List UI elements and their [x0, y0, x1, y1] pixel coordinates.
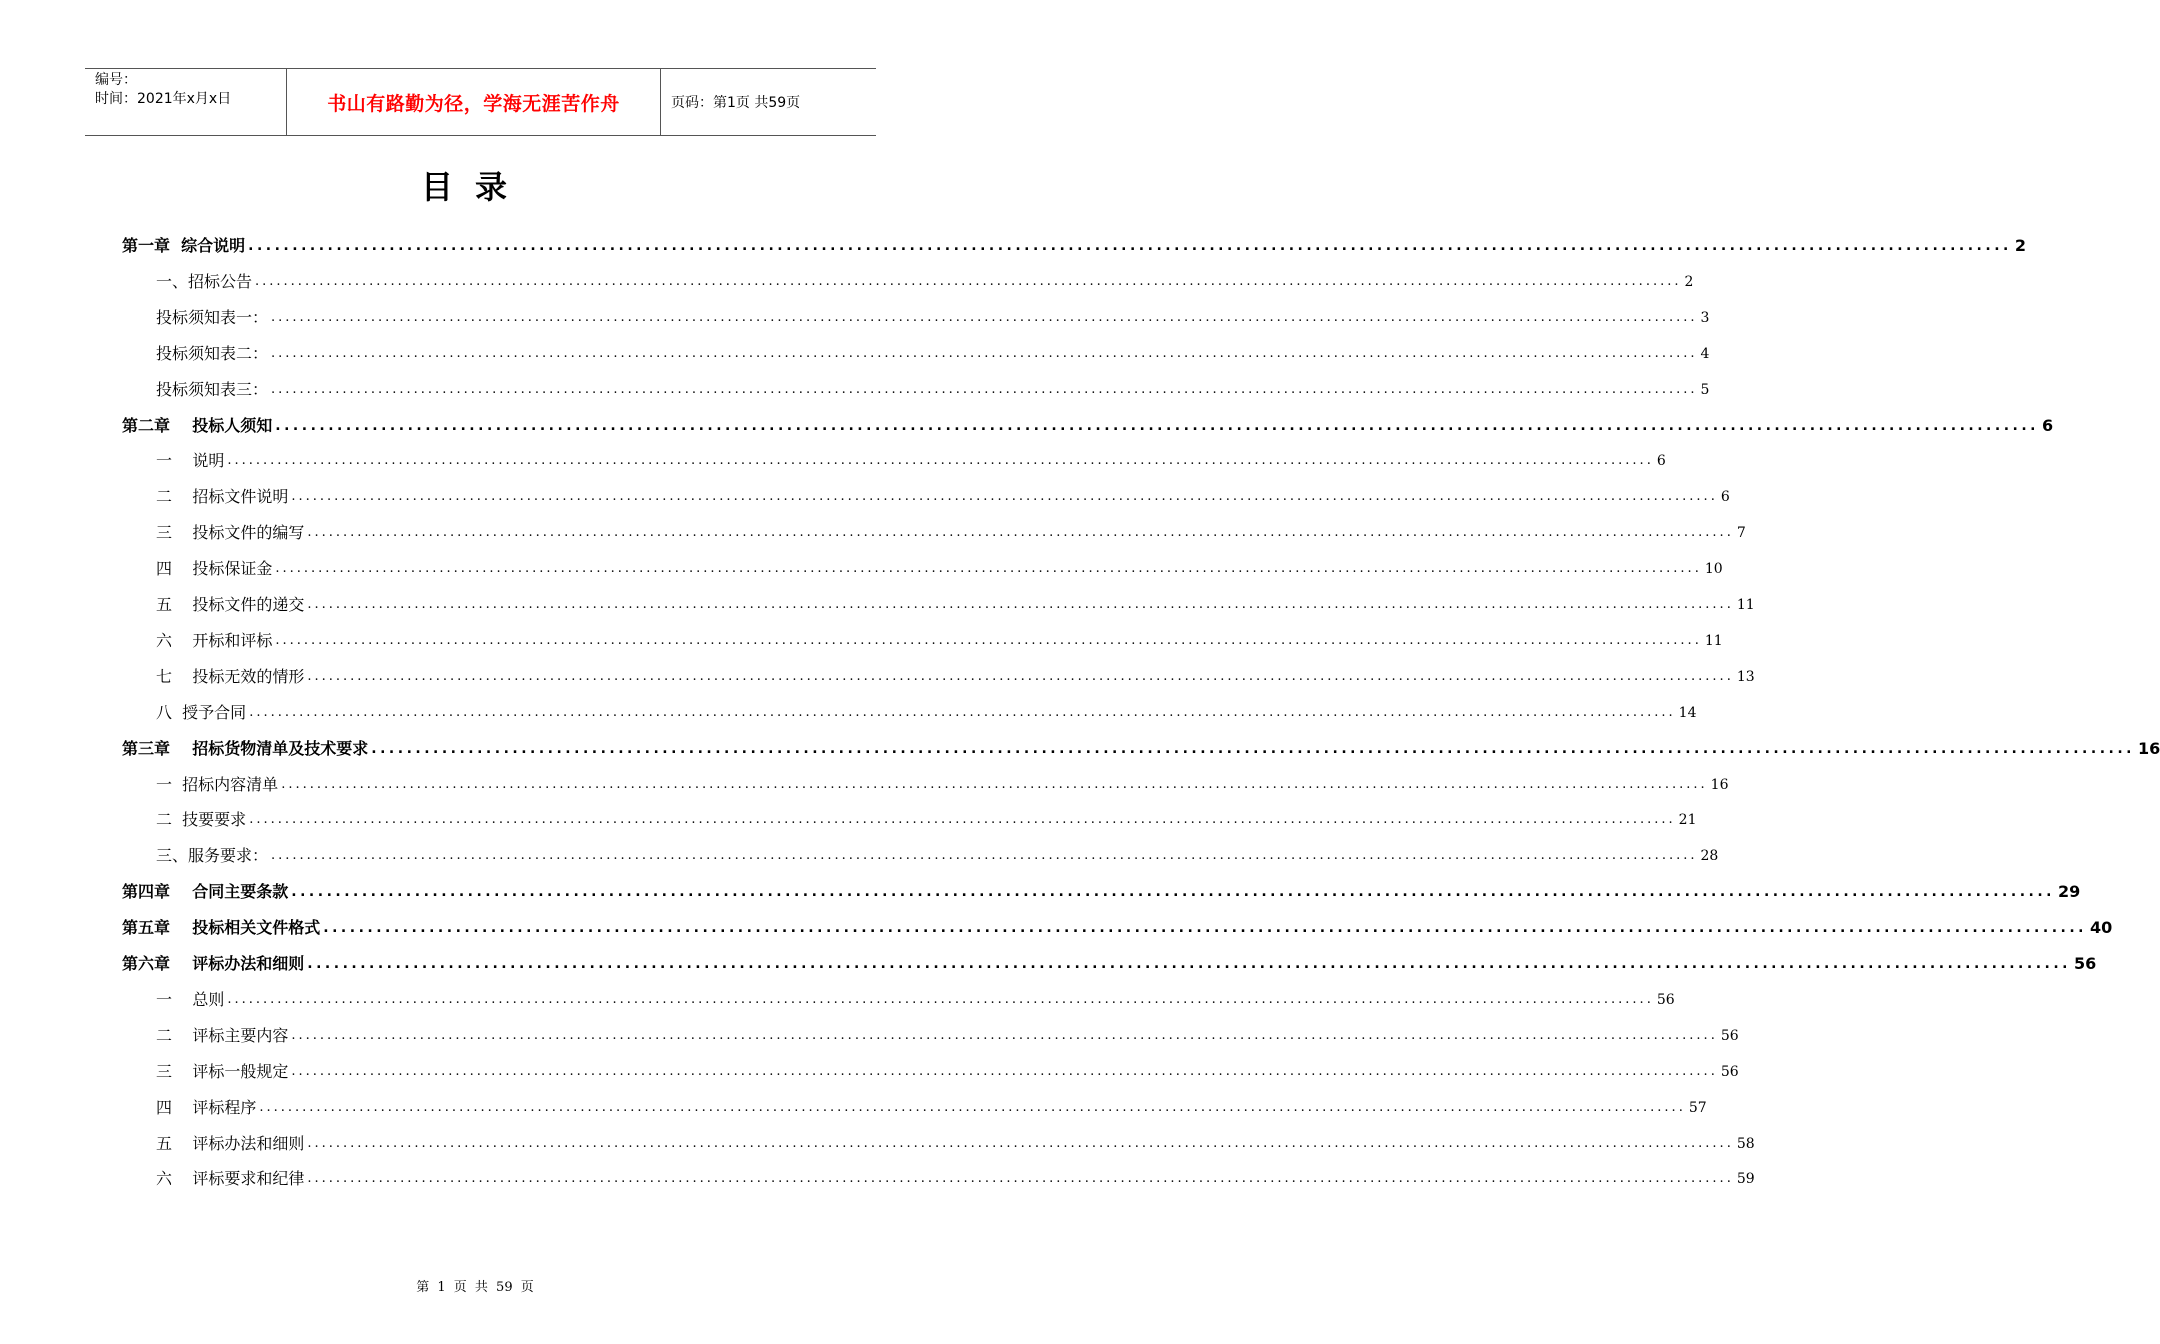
- toc-section-entry[interactable]: [156, 1130, 1755, 1154]
- toc-entry-page: 7: [1736, 525, 1746, 542]
- toc-entry-page: 16: [1710, 776, 1729, 793]
- toc-chapter-entry[interactable]: [122, 914, 2113, 938]
- toc-section-entry[interactable]: [156, 663, 1755, 687]
- document-number: 编号：: [95, 72, 137, 88]
- toc-entry-page: 5: [1700, 381, 1710, 398]
- toc-dot-leader: ........................................................................................................................................................................................................: [307, 1171, 1734, 1187]
- header-info-cell: [85, 69, 287, 135]
- toc-dot-leader: ........................................................................................................................................................................................................: [291, 1027, 1718, 1043]
- toc-section-entry[interactable]: [156, 340, 1710, 364]
- toc-dot-leader: ........................................................................................................................................................................................................: [281, 776, 1708, 792]
- toc-entry-label: 五 投标文件的递交: [156, 595, 305, 614]
- toc-entry-label: 一 总则: [156, 989, 225, 1009]
- toc-entry-label: 第四章 合同主要条款: [122, 882, 289, 902]
- toc-section-entry[interactable]: [156, 376, 1710, 400]
- toc-entry-label: 二 技要要求: [156, 810, 247, 830]
- toc-entry-page: 2: [1684, 273, 1694, 290]
- toc-section-entry[interactable]: [156, 483, 1730, 507]
- toc-entry-label: 投标须知表二：: [156, 343, 269, 363]
- toc-entry-page: 2: [2014, 236, 2026, 255]
- page-title: 目录: [420, 168, 529, 206]
- toc-section-entry[interactable]: [156, 1165, 1755, 1189]
- header-page-info: 页码：第1页 共59页: [671, 95, 801, 111]
- toc-entry-label: 二 评标主要内容: [156, 1025, 289, 1045]
- toc-entry-label: 第五章 投标相关文件格式: [122, 918, 321, 938]
- toc-dot-leader: ........................................................................................................................................................................................................: [323, 920, 2087, 937]
- toc-section-entry[interactable]: [156, 806, 1697, 830]
- toc-entry-page: 29: [2057, 882, 2081, 902]
- toc-dot-leader: ........................................................................................................................................................................................................: [227, 991, 1654, 1007]
- toc-dot-leader: ........................................................................................................................................................................................................: [259, 1099, 1686, 1115]
- toc-dot-leader: ........................................................................................................................................................................................................: [291, 1063, 1718, 1079]
- toc-entry-label: 四 评标程序: [156, 1097, 257, 1117]
- toc-entry-page: 10: [1704, 561, 1723, 578]
- toc-entry-page: 28: [1700, 848, 1719, 865]
- toc-entry-page: 6: [2041, 415, 2054, 435]
- toc-entry-label: 第六章 评标办法和细则: [122, 954, 305, 973]
- toc-dot-leader: ........................................................................................................................................................................................................: [307, 525, 1734, 541]
- toc-entry-page: 40: [2089, 918, 2113, 938]
- toc-entry-label: 八 授予合同: [156, 702, 247, 722]
- toc-section-entry[interactable]: [156, 591, 1755, 615]
- toc-dot-leader: ........................................................................................................................................................................................................: [248, 238, 2012, 254]
- toc-section-entry[interactable]: [156, 447, 1666, 471]
- toc-entry-label: 投标须知表三：: [156, 379, 269, 399]
- toc-entry-page: 6: [1720, 489, 1730, 506]
- toc-entry-page: 16: [2137, 738, 2160, 758]
- toc-dot-leader: ........................................................................................................................................................................................................: [307, 668, 1734, 684]
- toc-chapter-entry[interactable]: [122, 950, 2097, 974]
- toc-chapter-entry[interactable]: [122, 232, 2026, 256]
- toc-section-entry[interactable]: [156, 555, 1723, 579]
- toc-section-entry[interactable]: [156, 1022, 1739, 1046]
- toc-dot-leader: ........................................................................................................................................................................................................: [227, 453, 1654, 469]
- toc-chapter-entry[interactable]: [122, 412, 2054, 436]
- toc-section-entry[interactable]: [156, 986, 1675, 1010]
- toc-dot-leader: ........................................................................................................................................................................................................: [271, 848, 1698, 864]
- toc-dot-leader: ........................................................................................................................................................................................................: [249, 812, 1676, 828]
- toc-dot-leader: ........................................................................................................................................................................................................: [275, 632, 1702, 648]
- toc-section-entry[interactable]: [156, 771, 1729, 795]
- toc-section-entry[interactable]: [156, 627, 1723, 651]
- toc-entry-label: 一 招标内容清单: [156, 774, 279, 794]
- toc-entry-page: 11: [1736, 597, 1755, 613]
- toc-dot-leader: ........................................................................................................................................................................................................: [271, 309, 1698, 325]
- toc-entry-label: 四 投标保证金: [156, 559, 273, 579]
- toc-section-entry[interactable]: [156, 268, 1694, 292]
- toc-chapter-entry[interactable]: [122, 735, 2160, 759]
- toc-entry-label: 一、招标公告: [156, 271, 253, 291]
- toc-entry-page: 13: [1736, 668, 1755, 685]
- toc-entry-page: 58: [1736, 1135, 1755, 1152]
- toc-dot-leader: ........................................................................................................................................................................................................: [291, 489, 1718, 505]
- toc-entry-page: 56: [2073, 954, 2097, 973]
- toc-section-entry[interactable]: [156, 842, 1719, 866]
- toc-entry-label: 第一章 综合说明: [122, 236, 246, 255]
- toc-entry-label: 六 评标要求和纪律: [156, 1169, 305, 1189]
- header-table: [85, 68, 876, 136]
- toc-entry-page: 6: [1656, 453, 1666, 470]
- toc-entry-label: 第二章 投标人须知: [122, 415, 273, 435]
- toc-dot-leader: ........................................................................................................................................................................................................: [275, 561, 1702, 577]
- toc-entry-page: 56: [1720, 1063, 1739, 1080]
- toc-entry-label: 七 投标无效的情形: [156, 666, 305, 686]
- toc-entry-label: 三 投标文件的编写: [156, 523, 305, 543]
- toc-entry-label: 三 评标一般规定: [156, 1061, 289, 1081]
- toc-chapter-entry[interactable]: [122, 878, 2081, 902]
- toc-section-entry[interactable]: [156, 1094, 1707, 1118]
- toc-dot-leader: ........................................................................................................................................................................................................: [271, 381, 1698, 397]
- toc-section-entry[interactable]: [156, 1058, 1739, 1082]
- toc-dot-leader: ........................................................................................................................................................................................................: [275, 417, 2039, 434]
- toc-section-entry[interactable]: [156, 699, 1697, 723]
- toc-entry-page: 11: [1704, 632, 1723, 649]
- toc-entry-page: 56: [1720, 1027, 1739, 1044]
- toc-entry-page: 59: [1736, 1171, 1755, 1188]
- toc-entry-page: 4: [1700, 345, 1710, 362]
- toc-dot-leader: ........................................................................................................................................................................................................: [307, 1135, 1734, 1151]
- toc-entry-page: 56: [1656, 991, 1675, 1008]
- toc-entry-page: 14: [1678, 704, 1697, 721]
- toc-entry-page: 21: [1678, 812, 1697, 829]
- toc-entry-label: 六 开标和评标: [156, 630, 273, 650]
- toc-entry-label: 五 评标办法和细则: [156, 1133, 305, 1153]
- page-footer: 第 1 页 共 59 页: [416, 1280, 534, 1295]
- toc-entry-label: 第三章 招标货物清单及技术要求: [122, 738, 369, 758]
- toc-entry-label: 二 招标文件说明: [156, 487, 289, 507]
- toc-dot-leader: ........................................................................................................................................................................................................: [307, 597, 1734, 612]
- toc-entry-page: 57: [1688, 1099, 1707, 1116]
- toc-dot-leader: ........................................................................................................................................................................................................: [271, 345, 1698, 361]
- toc-entry-page: 3: [1700, 309, 1710, 326]
- toc-dot-leader: ........................................................................................................................................................................................................: [371, 740, 2135, 757]
- toc-entry-label: 投标须知表一：: [156, 307, 269, 327]
- toc-dot-leader: ........................................................................................................................................................................................................: [307, 956, 2071, 972]
- header-motto: 书山有路勤为径，学海无涯苦作舟: [287, 69, 661, 135]
- toc-section-entry[interactable]: [156, 304, 1710, 328]
- toc-entry-label: 一 说明: [156, 451, 225, 471]
- toc-entry-label: 三、服务要求：: [156, 846, 269, 866]
- document-time: 时间：2021年x月x日: [95, 91, 232, 107]
- toc-dot-leader: ........................................................................................................................................................................................................: [291, 884, 2055, 901]
- toc-dot-leader: ........................................................................................................................................................................................................: [255, 273, 1682, 289]
- toc-dot-leader: ........................................................................................................................................................................................................: [249, 704, 1676, 720]
- toc-section-entry[interactable]: [156, 519, 1746, 543]
